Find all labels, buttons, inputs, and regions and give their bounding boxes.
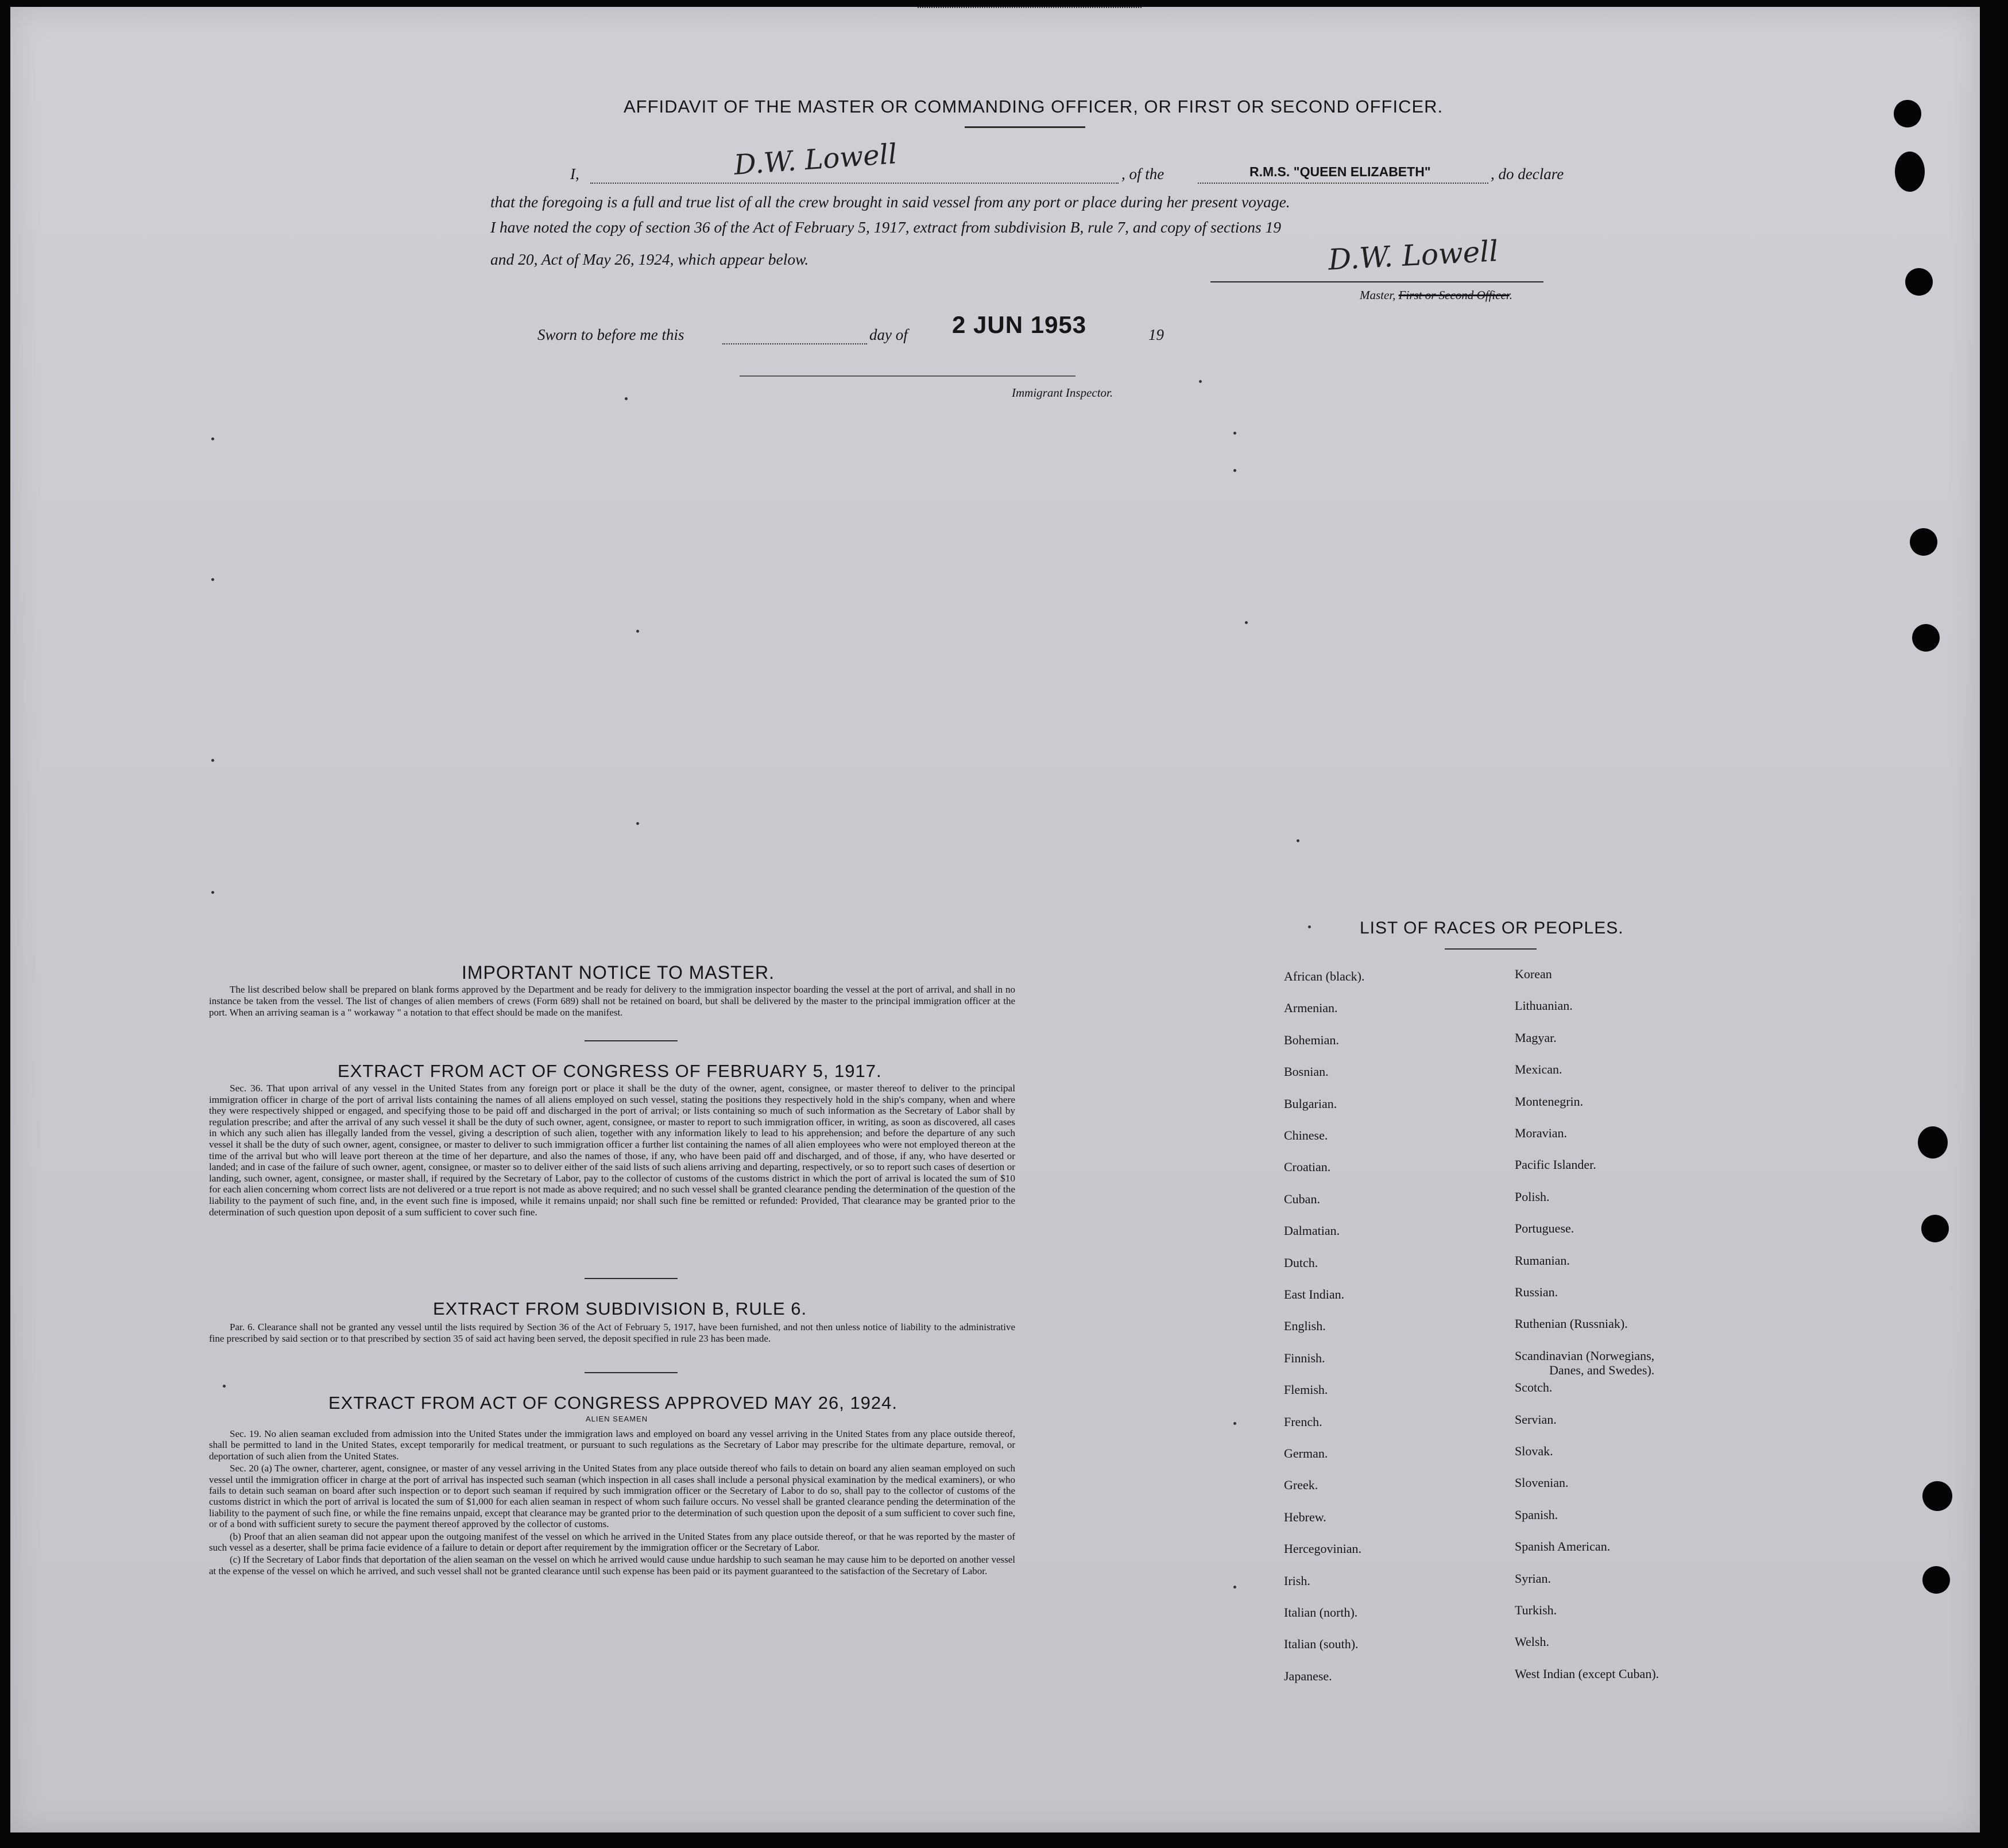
race-item: Japanese.: [1284, 1668, 1332, 1683]
title-underline: [965, 126, 1085, 128]
race-item: Welsh.: [1515, 1634, 1549, 1649]
speck: [636, 822, 639, 825]
race-item: Slovak.: [1515, 1444, 1553, 1458]
race-item: Turkish.: [1515, 1603, 1557, 1617]
notice-text: [209, 984, 1015, 1020]
punch-hole: [1922, 1566, 1950, 1594]
speck: [636, 630, 639, 633]
inspector-label: Immigrant Inspector.: [1012, 386, 1113, 400]
race-item: Lithuanian.: [1515, 998, 1573, 1013]
race-item: Slovenian.: [1515, 1475, 1569, 1490]
rule-6-paragraph: Par. 6. Clearance shall not be granted any vessel until the lists required by Section 36 of the Act of February 5, 1917, have been furnished, and not then unless notice of liability to the administrative fine prescribed by said section or to that prescribed by section 35 of said act having been served, the deposit specified in rule 23 has been made.: [209, 1322, 1015, 1344]
speck: [1308, 925, 1311, 928]
race-item: Dalmatian.: [1284, 1223, 1340, 1238]
race-item: Magyar.: [1515, 1030, 1557, 1045]
race-item-continued: Danes, and Swedes).: [1549, 1363, 1655, 1377]
punch-hole: [1921, 1215, 1949, 1242]
date-stamp: 2 JUN 1953: [952, 311, 1087, 338]
section-20b-paragraph: (b) Proof that an alien seaman did not appear upon the outgoing manifest of the vessel on which he arrived in the United States from any place outside thereof, or that he was reported by the master of such vessel as a deserter, shall be prima facie evidence of a failure to detain or deport after requirement by the immigration officer or the Secretary of Labor.: [209, 1531, 1015, 1553]
sworn-day-blank: [722, 343, 867, 344]
of-the-label: , of the: [1121, 165, 1164, 183]
speck: [211, 891, 214, 894]
race-item: Bosnian.: [1284, 1064, 1329, 1079]
day-of-label: day of: [869, 326, 908, 343]
race-item: Polish.: [1515, 1189, 1550, 1204]
race-item: Armenian.: [1284, 1001, 1338, 1016]
signature-line: [1210, 281, 1543, 282]
year-suffix: 19: [1148, 326, 1164, 343]
alien-seamen-subtitle: ALIEN SEAMEN: [586, 1415, 648, 1423]
master-prefix: Master,: [1360, 288, 1399, 302]
race-item: Greek.: [1284, 1478, 1318, 1493]
punch-hole: [1894, 100, 1921, 127]
vessel-stamp: R.M.S. "QUEEN ELIZABETH": [1249, 164, 1431, 179]
race-item: Italian (south).: [1284, 1637, 1359, 1652]
section-20a-paragraph: Sec. 20 (a) The owner, charterer, agent, consignee, or master of any vessel arriving in the United States from any place outside thereof who fails to detain on board any alien seaman employed on such vessel until the immigration officer in charge at the port of arrival has inspected such seaman (which inspection in all cases shall include a personal physical examination by the medical examiners), or who fails to detain such seaman on board after such inspection or to deport such seaman if required by such immigration officer or the Secretary of Labor to do so, shall pay to the collector of customs of the customs district in which the port of arrival is located the sum of $1,000 for each alien seaman in respect of whom such failure occurs. No vessel shall be granted clearance pending the determination of the liability to the payment of such fine, or while the fine remains unpaid, except that clearance may be granted prior to the determination of such question upon the deposit of a sum sufficient to cover such fine, or of a bond with sufficient surety to secure the payment thereof approved by the collector of customs.: [209, 1463, 1015, 1530]
punch-hole: [1895, 152, 1925, 192]
affidavit-line-2: that the foregoing is a full and true list of all the crew brought in said vessel from any port or place during her present voyage.: [490, 193, 1290, 211]
speck: [211, 578, 214, 581]
speck: [625, 397, 628, 400]
punch-hole: [1912, 624, 1940, 652]
subdivision-title: EXTRACT FROM SUBDIVISION B, RULE 6.: [433, 1299, 807, 1319]
race-item: Spanish American.: [1515, 1539, 1611, 1554]
race-item: Bulgarian.: [1284, 1096, 1337, 1111]
sworn-month-blank: [918, 7, 1142, 8]
race-item: Rumanian.: [1515, 1253, 1570, 1268]
name-blank: [590, 183, 1119, 184]
race-item: Hercegovinian.: [1284, 1541, 1361, 1556]
extract-1924-text: [209, 1428, 1015, 1578]
section-20c-paragraph: (c) If the Secretary of Labor finds that deportation of the alien seaman on the vessel on which he arrived would cause undue hardship to such seaman he may cause him to be deported on another vessel at the expense of the vessel on which he arrived, and such vessel shall not be granted clearance until such expense has been paid or its payment guaranteed to the satisfaction of the Secretary of Labor.: [209, 1554, 1015, 1576]
race-item: Chinese.: [1284, 1128, 1328, 1142]
race-item: Dutch.: [1284, 1255, 1318, 1270]
race-item: Bohemian.: [1284, 1032, 1339, 1047]
speck: [1297, 839, 1299, 842]
race-item: Mexican.: [1515, 1062, 1562, 1077]
affidavit-line-1: [570, 165, 579, 183]
race-item: Cuban.: [1284, 1191, 1320, 1206]
notice-paragraph: The list described below shall be prepared on blank forms approved by the Department and be ready for delivery to the immigration inspector boarding the vessel at the port of arrival, and shall in no instance be taken from the vessel. The list of changes of alien members of crews (Form 689) shall not be retained on board, but shall be delivered by the master to the principal immigration officer at the port. When an arriving seaman is a " workaway " a notation to that effect should be made on the manifest.: [209, 984, 1015, 1018]
race-item: Korean: [1515, 967, 1552, 981]
race-item: Finnish.: [1284, 1350, 1325, 1365]
speck: [211, 759, 214, 762]
race-item: Syrian.: [1515, 1571, 1551, 1586]
race-item: Ruthenian (Russniak).: [1515, 1316, 1628, 1331]
extract-1917-text: [209, 1083, 1015, 1219]
master-suffix: .: [1509, 288, 1512, 302]
speck: [1233, 469, 1236, 472]
extract-1924-title: EXTRACT FROM ACT OF CONGRESS APPROVED MAY 26, 1924.: [328, 1393, 898, 1413]
race-item: Portuguese.: [1515, 1221, 1574, 1236]
extract-1917-title: EXTRACT FROM ACT OF CONGRESS OF FEBRUARY 5, 1917.: [338, 1061, 882, 1081]
races-title-underline: [1445, 948, 1537, 950]
race-item: Scotch.: [1515, 1380, 1553, 1395]
notice-title: IMPORTANT NOTICE TO MASTER.: [462, 962, 775, 983]
divider: [585, 1040, 678, 1041]
do-declare-label: , do declare: [1491, 165, 1564, 183]
sworn-label: Sworn to before me this: [537, 326, 684, 343]
document-sheet: [10, 7, 1980, 1832]
race-item: Italian (north).: [1284, 1605, 1358, 1620]
punch-hole: [1922, 1481, 1952, 1511]
signature-master: D.W. Lowell: [733, 138, 899, 181]
divider: [585, 1372, 678, 1373]
race-item: Montenegrin.: [1515, 1094, 1584, 1109]
race-item: West Indian (except Cuban).: [1515, 1666, 1659, 1681]
master-struck: First or Second Officer: [1398, 288, 1510, 302]
race-item: German.: [1284, 1446, 1328, 1460]
inspector-line: [740, 375, 1075, 377]
punch-hole: [1910, 528, 1937, 556]
race-item: Pacific Islander.: [1515, 1157, 1596, 1172]
race-item: Croatian.: [1284, 1160, 1331, 1175]
punch-hole: [1905, 268, 1933, 296]
race-item: Scandinavian (Norwegians,: [1515, 1348, 1655, 1363]
signature-master-2: D.W. Lowell: [1327, 234, 1499, 277]
race-item: Flemish.: [1284, 1382, 1328, 1397]
section-19-paragraph: Sec. 19. No alien seaman excluded from admission into the United States under the immigration laws and employed on board any vessel arriving in the United States from any place outside thereof, shall be permitted to land in the United States, except temporarily for medical treatment, or pursuant to such regulations as the Secretary of Labor may prescribe for the ultimate departure, removal, or deportation of such alien from the United States.: [209, 1428, 1015, 1462]
race-item: Irish.: [1284, 1573, 1310, 1588]
speck: [1233, 1586, 1236, 1589]
race-item: Hebrew.: [1284, 1509, 1326, 1524]
race-item: French.: [1284, 1414, 1322, 1429]
affidavit-line-3: I have noted the copy of section 36 of the Act of February 5, 1917, extract from subdivision B, rule 7, and copy of sections 19: [490, 218, 1282, 236]
punch-hole: [1918, 1126, 1948, 1159]
speck: [211, 437, 214, 440]
speck: [1233, 432, 1236, 435]
i-label: I,: [570, 165, 579, 183]
vessel-blank: [1198, 183, 1488, 184]
race-item: Spanish.: [1515, 1507, 1558, 1522]
speck: [223, 1385, 226, 1388]
race-item: English.: [1284, 1319, 1326, 1334]
speck: [1245, 621, 1248, 624]
race-item: East Indian.: [1284, 1287, 1345, 1301]
speck: [1233, 1422, 1236, 1425]
race-item: Moravian.: [1515, 1126, 1568, 1140]
master-title: [1360, 288, 1512, 303]
subdivision-text: [209, 1322, 1015, 1346]
race-item: African (black).: [1284, 969, 1365, 983]
race-item: Servian.: [1515, 1412, 1557, 1427]
affidavit-title: AFFIDAVIT OF THE MASTER OR COMMANDING OFFICER, OR FIRST OR SECOND OFFICER.: [624, 96, 1444, 117]
section-36-paragraph: Sec. 36. That upon arrival of any vessel in the United States from any foreign port or place it shall be the duty of the owner, agent, consignee, or master thereof to deliver to the principal immigration officer in charge of the port of arrival lists containing the names of all aliens employed on such vessel, stating the positions they respectively hold in the ship's company, when and where they were respectively shipped or engaged, and specifying those to be paid off and discharged in the port of arrival; or lists containing so much of such information as the Secretary of Labor shall by regulation prescribe; and after the arrival of any such vessel it shall be the duty of such owner, agent, consignee, or master to report to such immigration officer, in writing, as soon as discovered, all cases in which any such alien has illegally landed from the vessel, giving a description of such alien, together with any information likely to lead to his apprehension; and before the departure of any such vessel it shall be the duty of such owner, agent, consignee, or master to deliver to such immigration officer a further list containing the names of all alien employees who were not employed thereon at the time of the arrival but who will leave port thereon at the time of her departure, and also the names of those, if any, who have been paid off and discharged, and of those, if any, who have deserted or landed; and in case of the failure of such owner, agent, consignee, or master so to deliver either of the said lists of such aliens arriving and departing, respectively, or so to report such cases of desertion or landing, such owner, agent, consignee, or master shall, if required by the Secretary of Labor, pay to the collector of customs of the customs district in which the port of arrival is located the sum of $10 for each alien concerning whom correct lists are not delivered or a true report is not made as above required; and no such vessel shall be granted clearance pending the determination of the question of the liability to the payment of such fine, and, in the event such fine is imposed, while it remains unpaid; nor shall such fine be remitted or refunded: Provided, That clearance may be granted prior to the determination of such question upon deposit of a sum sufficient to cover such fine.: [209, 1083, 1015, 1218]
speck: [1199, 380, 1202, 383]
affidavit-line-4: and 20, Act of May 26, 1924, which appear below.: [490, 250, 809, 268]
divider: [585, 1278, 678, 1279]
races-title: LIST OF RACES OR PEOPLES.: [1360, 919, 1624, 937]
race-item: Russian.: [1515, 1285, 1558, 1299]
